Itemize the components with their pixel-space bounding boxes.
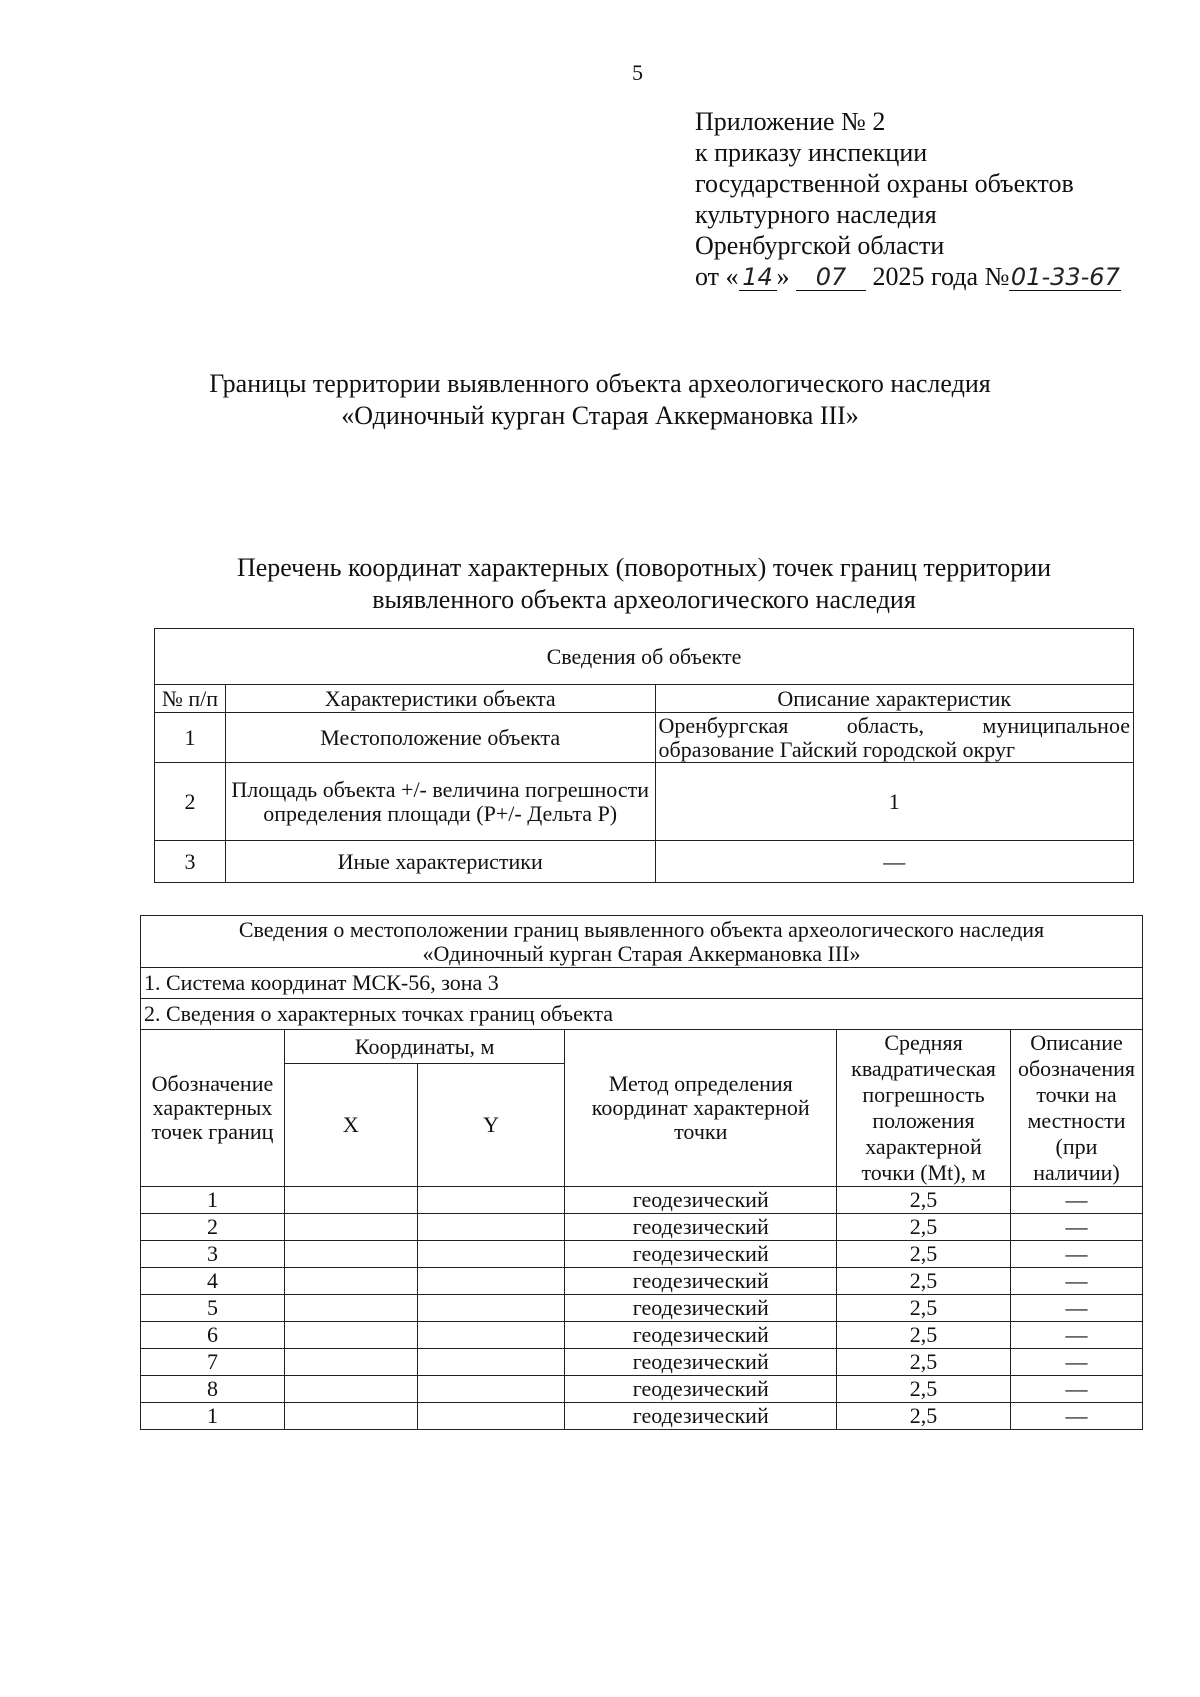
row-value: —: [655, 841, 1134, 883]
page-number: 5: [632, 60, 643, 85]
point-designation: 1: [141, 1187, 285, 1214]
coord-x: [284, 1187, 417, 1214]
table-row: [155, 713, 1134, 763]
point-description: —: [1010, 1187, 1142, 1214]
coord-y: [417, 1403, 565, 1430]
appendix-line: Оренбургской области: [695, 231, 945, 260]
point-method: геодезический: [565, 1376, 837, 1403]
point-designation: 8: [141, 1376, 285, 1403]
row-characteristic: Местоположение объекта: [225, 713, 655, 763]
caption-line: «Одиночный курган Старая Аккермановка III»: [422, 940, 861, 966]
point-description: —: [1010, 1268, 1142, 1295]
appendix-line: культурного наследия: [695, 200, 937, 229]
point-error: 2,5: [837, 1322, 1011, 1349]
point-designation: 5: [141, 1295, 285, 1322]
row-number: 3: [155, 841, 226, 883]
boundary-points-table: [140, 915, 1143, 1430]
list-title-line: Перечень координат характерных (поворотных) точек границ территории: [236, 553, 1052, 582]
coord-y: [417, 1376, 565, 1403]
object-table-caption: Сведения об объекте: [155, 629, 1134, 685]
coord-x: [284, 1268, 417, 1295]
document-title: [0, 368, 1200, 432]
point-method: геодезический: [565, 1349, 837, 1376]
appendix-line: Приложение № 2: [695, 107, 886, 136]
point-description: —: [1010, 1214, 1142, 1241]
caption-line: Сведения о местоположении границ выявленного объекта археологического наследия: [238, 916, 1045, 942]
date-prefix: от «: [695, 262, 739, 291]
table-row: [155, 841, 1134, 883]
row-value: Оренбургская область, муниципальное образование Гайский городской округ: [655, 713, 1134, 763]
handwritten-order-number: 01-33-67: [1010, 263, 1120, 291]
point-method: геодезический: [565, 1187, 837, 1214]
point-designation: 1: [141, 1403, 285, 1430]
coord-y: [417, 1268, 565, 1295]
list-title-line: выявленного объекта археологического наследия: [372, 585, 916, 614]
point-method: геодезический: [565, 1322, 837, 1349]
point-error: 2,5: [837, 1268, 1011, 1295]
point-error: 2,5: [837, 1187, 1011, 1214]
point-method: геодезический: [565, 1295, 837, 1322]
point-designation: 2: [141, 1214, 285, 1241]
point-error: 2,5: [837, 1403, 1011, 1430]
coord-y: [417, 1241, 565, 1268]
header-description: Описание характеристик: [655, 685, 1134, 713]
coordinate-system-row: 1. Система координат МСК-56, зона 3: [141, 968, 1143, 999]
table-row: [141, 1403, 1143, 1430]
point-method: геодезический: [565, 1403, 837, 1430]
row-characteristic: Иные характеристики: [225, 841, 655, 883]
point-error: 2,5: [837, 1295, 1011, 1322]
header-characteristic: Характеристики объекта: [225, 685, 655, 713]
coord-y: [417, 1322, 565, 1349]
table-row: [141, 1349, 1143, 1376]
table-row: [141, 1295, 1143, 1322]
header-method: Метод определения координат характерной точки: [565, 1030, 837, 1187]
point-method: геодезический: [565, 1241, 837, 1268]
row-characteristic: Площадь объекта +/- величина погрешности определения площади (Р+/- Дельта Р): [225, 763, 655, 841]
coord-x: [284, 1403, 417, 1430]
point-designation: 6: [141, 1322, 285, 1349]
coord-x: [284, 1241, 417, 1268]
point-description: —: [1010, 1322, 1142, 1349]
point-designation: 3: [141, 1241, 285, 1268]
point-error: 2,5: [837, 1376, 1011, 1403]
header-x: X: [284, 1064, 417, 1187]
handwritten-day: 14: [739, 264, 777, 291]
coord-y: [417, 1295, 565, 1322]
appendix-block: [695, 106, 1121, 292]
appendix-line: к приказу инспекции: [695, 138, 928, 167]
point-method: геодезический: [565, 1268, 837, 1295]
points-section-row: 2. Сведения о характерных точках границ объекта: [141, 999, 1143, 1030]
coord-x: [284, 1214, 417, 1241]
table-row: [141, 1241, 1143, 1268]
coord-y: [417, 1349, 565, 1376]
appendix-line: государственной охраны объектов: [695, 169, 1074, 198]
table-row: [141, 1187, 1143, 1214]
table-row: [141, 1376, 1143, 1403]
table-row: [155, 763, 1134, 841]
list-title: [0, 552, 1200, 616]
quote-close: »: [776, 262, 790, 291]
coord-x: [284, 1322, 417, 1349]
coord-y: [417, 1187, 565, 1214]
coord-x: [284, 1376, 417, 1403]
coord-y: [417, 1214, 565, 1241]
document-title-line: Границы территории выявленного объекта археологического наследия: [209, 369, 991, 398]
point-error: 2,5: [837, 1214, 1011, 1241]
row-number: 2: [155, 763, 226, 841]
header-point-description: Описание обозначения точки на местности (при наличии): [1010, 1030, 1142, 1187]
point-description: —: [1010, 1403, 1142, 1430]
row-value: 1: [655, 763, 1134, 841]
point-description: —: [1010, 1376, 1142, 1403]
coord-x: [284, 1349, 417, 1376]
row-number: 1: [155, 713, 226, 763]
point-description: —: [1010, 1295, 1142, 1322]
appendix-date-line: [695, 261, 1121, 292]
header-designation: Обозначение характерных точек границ: [141, 1030, 285, 1187]
table-row: [141, 1322, 1143, 1349]
object-info-table: [154, 628, 1134, 883]
table-row: [141, 1268, 1143, 1295]
document-title-line: «Одиночный курган Старая Аккермановка III»: [341, 401, 859, 430]
location-table-caption: [141, 916, 1143, 968]
header-error: Средняя квадратическая погрешность положения характерной точки (Mt), м: [837, 1030, 1011, 1187]
point-description: —: [1010, 1349, 1142, 1376]
point-error: 2,5: [837, 1349, 1011, 1376]
header-y: Y: [417, 1064, 565, 1187]
point-method: геодезический: [565, 1214, 837, 1241]
year-text: 2025 года №: [872, 262, 1010, 291]
header-number: № п/п: [155, 685, 226, 713]
point-designation: 4: [141, 1268, 285, 1295]
points-body: [141, 1187, 1143, 1430]
point-error: 2,5: [837, 1241, 1011, 1268]
header-coordinates: Координаты, м: [284, 1030, 565, 1064]
point-designation: 7: [141, 1349, 285, 1376]
coord-x: [284, 1295, 417, 1322]
handwritten-month: 07: [796, 264, 866, 291]
table-row: [141, 1214, 1143, 1241]
point-description: —: [1010, 1241, 1142, 1268]
